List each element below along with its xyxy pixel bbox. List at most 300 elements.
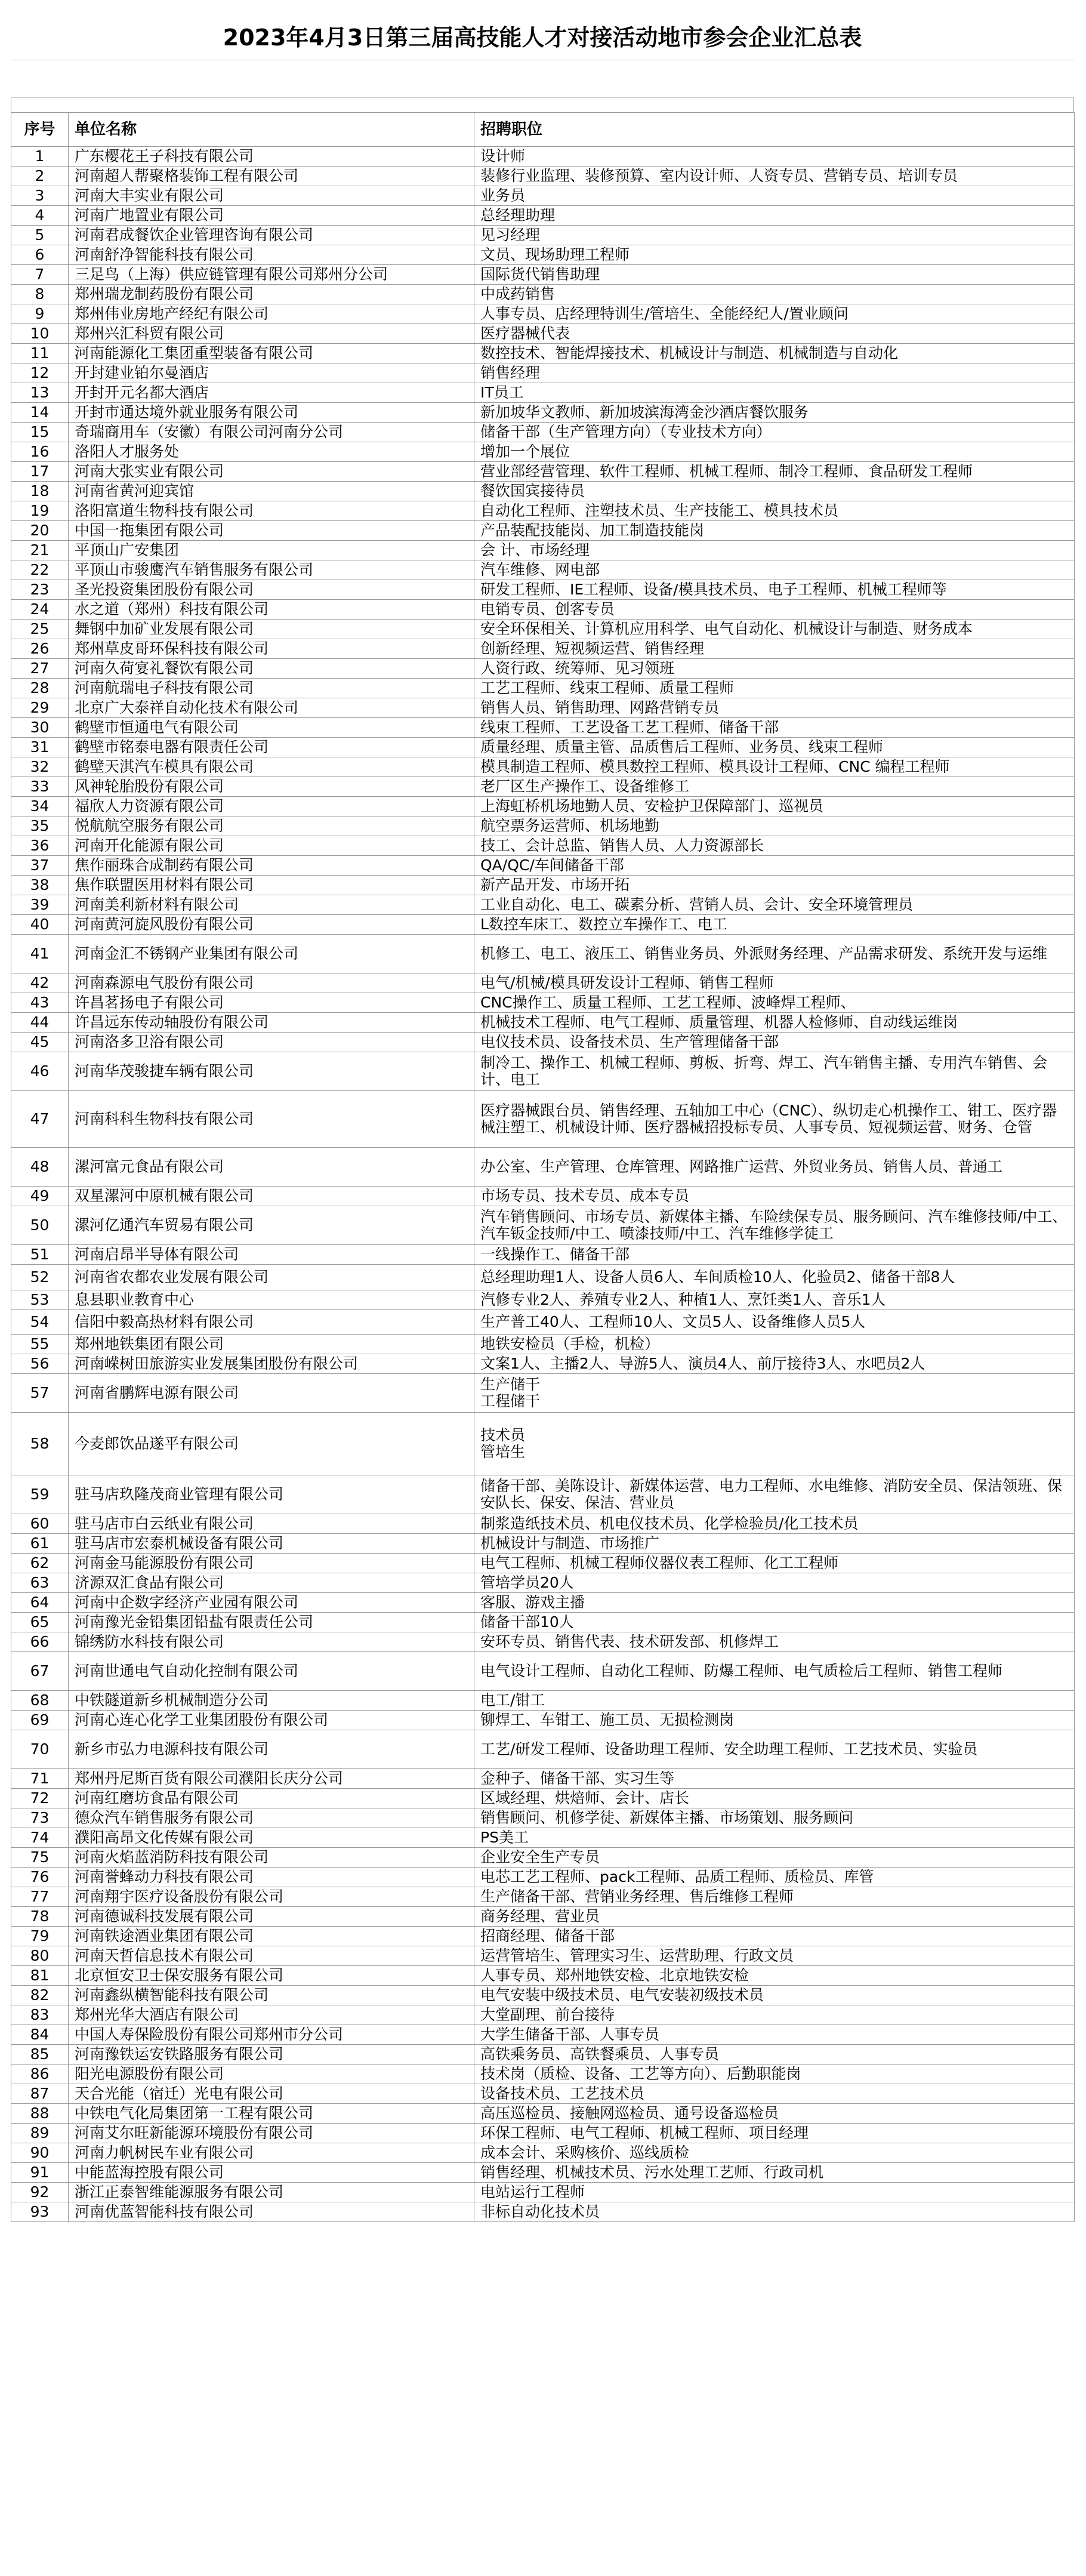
company-name: 河南华茂骏捷车辆有限公司 xyxy=(69,1052,474,1091)
job-positions: 质量经理、质量主管、品质售后工程师、业务员、线束工程师 xyxy=(474,738,1075,757)
company-name: 河南红磨坊食品有限公司 xyxy=(69,1789,474,1808)
job-positions: 电气设计工程师、自动化工程师、防爆工程师、电气质检后工程师、销售工程师 xyxy=(474,1652,1075,1691)
company-name: 河南省黄河迎宾馆 xyxy=(69,482,474,501)
table-row xyxy=(11,1593,1075,1613)
row-number: 22 xyxy=(11,560,69,580)
table-row xyxy=(11,363,1075,383)
table-row xyxy=(11,462,1075,482)
header-no: 序号 xyxy=(11,113,69,147)
job-positions: CNC操作工、质量工程师、工艺工程师、波峰焊工程师、 xyxy=(474,993,1075,1013)
row-number: 2 xyxy=(11,167,69,186)
row-number: 28 xyxy=(11,679,69,698)
row-number: 93 xyxy=(11,2202,69,2222)
table-row xyxy=(11,1946,1075,1966)
header-row xyxy=(11,113,1075,147)
company-name: 鹤壁市恒通电气有限公司 xyxy=(69,718,474,738)
table-row xyxy=(11,718,1075,738)
row-number: 50 xyxy=(11,1206,69,1245)
job-positions: 设备技术员、工艺技术员 xyxy=(474,2084,1075,2104)
row-number: 17 xyxy=(11,462,69,482)
row-number: 55 xyxy=(11,1335,69,1354)
job-positions: QA/QC/车间储备干部 xyxy=(474,856,1075,876)
job-positions: 自动化工程师、注塑技术员、生产技能工、模具技术员 xyxy=(474,501,1075,521)
table-row xyxy=(11,2104,1075,2124)
job-positions: 安环专员、销售代表、技术研发部、机修焊工 xyxy=(474,1632,1075,1652)
job-positions: 技术岗（质检、设备、工艺等方向）、后勤职能岗 xyxy=(474,2065,1075,2084)
job-positions: 地铁安检员（手检，机检） xyxy=(474,1335,1075,1354)
job-positions: 中成药销售 xyxy=(474,285,1075,304)
company-name: 河南世通电气自动化控制有限公司 xyxy=(69,1652,474,1691)
blank-row xyxy=(11,60,1074,98)
company-name: 锦绣防水科技有限公司 xyxy=(69,1632,474,1652)
job-positions: 生产储干 工程储干 xyxy=(474,1374,1075,1413)
job-positions: 会 计、市场经理 xyxy=(474,541,1075,560)
table-row xyxy=(11,1033,1075,1052)
company-name: 河南超人帮聚格装饰工程有限公司 xyxy=(69,167,474,186)
table-row xyxy=(11,1632,1075,1652)
row-number: 61 xyxy=(11,1534,69,1554)
row-number: 56 xyxy=(11,1354,69,1374)
table-row xyxy=(11,973,1075,993)
row-number: 76 xyxy=(11,1868,69,1887)
row-number: 40 xyxy=(11,915,69,935)
table-row xyxy=(11,1828,1075,1848)
job-positions: 机修工、电工、液压工、销售业务员、外派财务经理、产品需求研发、系统开发与运维 xyxy=(474,935,1075,973)
row-number: 72 xyxy=(11,1789,69,1808)
job-positions: 新加坡华文教师、新加坡滨海湾金沙酒店餐饮服务 xyxy=(474,403,1075,423)
company-name: 河南中企数字经济产业园有限公司 xyxy=(69,1593,474,1613)
row-number: 53 xyxy=(11,1290,69,1310)
job-positions: 汽车销售顾问、市场专员、新媒体主播、车险续保专员、服务顾问、汽车维修技师/中工、汽车钣金技师/中工、喷漆技师/中工、汽车维修学徒工 xyxy=(474,1206,1075,1245)
table-row xyxy=(11,993,1075,1013)
job-positions: 创新经理、短视频运营、销售经理 xyxy=(474,639,1075,659)
table-row xyxy=(11,1091,1075,1148)
company-name: 郑州光华大酒店有限公司 xyxy=(69,2005,474,2025)
company-name: 河南美利新材料有限公司 xyxy=(69,895,474,915)
table-row xyxy=(11,1573,1075,1593)
table-row xyxy=(11,856,1075,876)
row-number: 69 xyxy=(11,1711,69,1730)
row-number: 81 xyxy=(11,1966,69,1986)
company-name: 河南科科生物科技有限公司 xyxy=(69,1091,474,1148)
company-name: 河南金汇不锈钢产业集团有限公司 xyxy=(69,935,474,973)
job-positions: 人事专员、郑州地铁安检、北京地铁安检 xyxy=(474,1966,1075,1986)
company-name: 河南能源化工集团重型装备有限公司 xyxy=(69,344,474,363)
company-name: 河南艾尔旺新能源环境股份有限公司 xyxy=(69,2124,474,2143)
table-row xyxy=(11,206,1075,226)
table-row xyxy=(11,560,1075,580)
company-name: 浙江正泰智维能源服务有限公司 xyxy=(69,2183,474,2202)
job-positions: 大堂副理、前台接待 xyxy=(474,2005,1075,2025)
job-positions: 汽修专业2人、养殖专业2人、种植1人、烹饪类1人、音乐1人 xyxy=(474,1290,1075,1310)
company-name: 郑州地铁集团有限公司 xyxy=(69,1335,474,1354)
company-name: 驻马店玖隆茂商业管理有限公司 xyxy=(69,1475,474,1514)
company-name: 河南久荷宴礼餐饮有限公司 xyxy=(69,659,474,679)
table-row xyxy=(11,679,1075,698)
job-positions: 客服、游戏主播 xyxy=(474,1593,1075,1613)
job-positions: 人事专员、店经理特训生/管培生、全能经纪人/置业顾问 xyxy=(474,304,1075,324)
table-row xyxy=(11,383,1075,403)
row-number: 13 xyxy=(11,383,69,403)
job-positions: 见习经理 xyxy=(474,226,1075,245)
table-row xyxy=(11,895,1075,915)
table-row xyxy=(11,738,1075,757)
row-number: 10 xyxy=(11,324,69,344)
company-name: 河南金马能源股份有限公司 xyxy=(69,1554,474,1573)
row-number: 3 xyxy=(11,186,69,206)
company-name: 河南航瑞电子科技有限公司 xyxy=(69,679,474,698)
row-number: 60 xyxy=(11,1514,69,1534)
job-positions: 增加一个展位 xyxy=(474,442,1075,462)
row-number: 59 xyxy=(11,1475,69,1514)
company-name: 河南铁途酒业集团有限公司 xyxy=(69,1927,474,1946)
company-name: 河南火焰蓝消防科技有限公司 xyxy=(69,1848,474,1868)
table-row xyxy=(11,1711,1075,1730)
company-name: 许昌茗扬电子有限公司 xyxy=(69,993,474,1013)
table-row xyxy=(11,1868,1075,1887)
row-number: 74 xyxy=(11,1828,69,1848)
table-row xyxy=(11,186,1075,206)
row-number: 43 xyxy=(11,993,69,1013)
table-row xyxy=(11,245,1075,265)
job-positions: 技术员 管培生 xyxy=(474,1413,1075,1475)
row-number: 84 xyxy=(11,2025,69,2045)
company-name: 河南优蓝智能科技有限公司 xyxy=(69,2202,474,2222)
job-positions: 非标自动化技术员 xyxy=(474,2202,1075,2222)
company-name: 开封市通达境外就业服务有限公司 xyxy=(69,403,474,423)
job-positions: L数控车床工、数控立车操作工、电工 xyxy=(474,915,1075,935)
company-name: 焦作丽珠合成制药有限公司 xyxy=(69,856,474,876)
row-number: 21 xyxy=(11,541,69,560)
job-positions: 管培学员20人 xyxy=(474,1573,1075,1593)
table-body xyxy=(11,147,1075,2222)
row-number: 18 xyxy=(11,482,69,501)
job-positions: 老厂区生产操作工、设备维修工 xyxy=(474,777,1075,797)
table-row xyxy=(11,147,1075,167)
row-number: 14 xyxy=(11,403,69,423)
row-number: 47 xyxy=(11,1091,69,1148)
company-name: 河南黄河旋风股份有限公司 xyxy=(69,915,474,935)
job-positions: 文员、现场助理工程师 xyxy=(474,245,1075,265)
row-number: 51 xyxy=(11,1245,69,1265)
row-number: 65 xyxy=(11,1613,69,1632)
table-row xyxy=(11,1966,1075,1986)
job-positions: 工艺工程师、线束工程师、质量工程师 xyxy=(474,679,1075,698)
header-name: 单位名称 xyxy=(69,113,474,147)
job-positions: 人资行政、统筹师、见习领班 xyxy=(474,659,1075,679)
table-row xyxy=(11,1335,1075,1354)
table-row xyxy=(11,2124,1075,2143)
table-row xyxy=(11,324,1075,344)
table-row xyxy=(11,639,1075,659)
row-number: 41 xyxy=(11,935,69,973)
table-row xyxy=(11,2163,1075,2183)
job-positions: PS美工 xyxy=(474,1828,1075,1848)
table-row xyxy=(11,167,1075,186)
company-name: 北京恒安卫士保安服务有限公司 xyxy=(69,1966,474,1986)
company-name: 中能蓝海控股有限公司 xyxy=(69,2163,474,2183)
job-positions: 一线操作工、储备干部 xyxy=(474,1245,1075,1265)
table-row xyxy=(11,1652,1075,1691)
row-number: 46 xyxy=(11,1052,69,1091)
table-row xyxy=(11,935,1075,973)
row-number: 30 xyxy=(11,718,69,738)
row-number: 5 xyxy=(11,226,69,245)
job-positions: 总经理助理 xyxy=(474,206,1075,226)
table-row xyxy=(11,423,1075,442)
company-name: 驻马店市白云纸业有限公司 xyxy=(69,1514,474,1534)
job-positions: 产品装配技能岗、加工制造技能岗 xyxy=(474,521,1075,541)
table-row xyxy=(11,1354,1075,1374)
table-row xyxy=(11,482,1075,501)
job-positions: 制浆造纸技术员、机电仪技术员、化学检验员/化工技术员 xyxy=(474,1514,1075,1534)
row-number: 12 xyxy=(11,363,69,383)
company-name: 平顶山市骏鹰汽车销售服务有限公司 xyxy=(69,560,474,580)
job-positions: 机械技术工程师、电气工程师、质量管理、机器人检修师、自动线运维岗 xyxy=(474,1013,1075,1033)
row-number: 57 xyxy=(11,1374,69,1413)
table-row xyxy=(11,1374,1075,1413)
job-positions: 业务员 xyxy=(474,186,1075,206)
row-number: 83 xyxy=(11,2005,69,2025)
company-name: 漯河亿通汽车贸易有限公司 xyxy=(69,1206,474,1245)
company-name: 郑州兴汇科贸有限公司 xyxy=(69,324,474,344)
row-number: 73 xyxy=(11,1808,69,1828)
job-positions: 销售人员、销售助理、网路营销专员 xyxy=(474,698,1075,718)
table-row xyxy=(11,265,1075,285)
company-name: 河南豫铁运安铁路服务有限公司 xyxy=(69,2045,474,2065)
job-positions: 餐饮国宾接待员 xyxy=(474,482,1075,501)
company-name: 河南天哲信息技术有限公司 xyxy=(69,1946,474,1966)
job-positions: 装修行业监理、装修预算、室内设计师、人资专员、营销专员、培训专员 xyxy=(474,167,1075,186)
row-number: 27 xyxy=(11,659,69,679)
job-positions: 制冷工、操作工、机械工程师、剪板、折弯、焊工、汽车销售主播、专用汽车销售、会计、电工 xyxy=(474,1052,1075,1091)
table-row xyxy=(11,2202,1075,2222)
job-positions: 高压巡检员、接触网巡检员、通号设备巡检员 xyxy=(474,2104,1075,2124)
row-number: 87 xyxy=(11,2084,69,2104)
row-number: 78 xyxy=(11,1907,69,1927)
job-positions: 电气安装中级技术员、电气安装初级技术员 xyxy=(474,1986,1075,2005)
company-name: 河南豫光金铅集团铅盐有限责任公司 xyxy=(69,1613,474,1632)
table-row xyxy=(11,1290,1075,1310)
row-number: 52 xyxy=(11,1265,69,1290)
table-row xyxy=(11,816,1075,836)
row-number: 33 xyxy=(11,777,69,797)
company-name: 双星漯河中原机械有限公司 xyxy=(69,1187,474,1206)
row-number: 7 xyxy=(11,265,69,285)
job-positions: 机械设计与制造、市场推广 xyxy=(474,1534,1075,1554)
job-positions: 模具制造工程师、模具数控工程师、模具设计工程师、CNC 编程工程师 xyxy=(474,757,1075,777)
company-name: 漯河富元食品有限公司 xyxy=(69,1148,474,1187)
company-name: 风神轮胎股份有限公司 xyxy=(69,777,474,797)
company-name: 福欣人力资源有限公司 xyxy=(69,797,474,816)
table-row xyxy=(11,1265,1075,1290)
job-positions: 总经理助理1人、设备人员6人、车间质检10人、化验员2、储备干部8人 xyxy=(474,1265,1075,1290)
row-number: 71 xyxy=(11,1769,69,1789)
table-row xyxy=(11,1206,1075,1245)
company-name: 河南森源电气股份有限公司 xyxy=(69,973,474,993)
table-row xyxy=(11,1789,1075,1808)
table-row xyxy=(11,1413,1075,1475)
table-row xyxy=(11,1534,1075,1554)
job-positions: 生产普工40人、工程师10人、文员5人、设备维修人员5人 xyxy=(474,1310,1075,1335)
job-positions: 上海虹桥机场地勤人员、安检护卫保障部门、巡视员 xyxy=(474,797,1075,816)
row-number: 89 xyxy=(11,2124,69,2143)
row-number: 85 xyxy=(11,2045,69,2065)
table-row xyxy=(11,1554,1075,1573)
job-positions: 数控技术、智能焊接技术、机械设计与制造、机械制造与自动化 xyxy=(474,344,1075,363)
company-name: 河南鑫纵横智能科技有限公司 xyxy=(69,1986,474,2005)
table-row xyxy=(11,1887,1075,1907)
row-number: 75 xyxy=(11,1848,69,1868)
row-number: 31 xyxy=(11,738,69,757)
row-number: 82 xyxy=(11,1986,69,2005)
job-positions: 设计师 xyxy=(474,147,1075,167)
company-name: 河南翔宇医疗设备股份有限公司 xyxy=(69,1887,474,1907)
row-number: 34 xyxy=(11,797,69,816)
company-name: 濮阳高昂文化传媒有限公司 xyxy=(69,1828,474,1848)
table-row xyxy=(11,1907,1075,1927)
company-name: 洛阳人才服务处 xyxy=(69,442,474,462)
company-name: 焦作联盟医用材料有限公司 xyxy=(69,876,474,895)
row-number: 1 xyxy=(11,147,69,167)
company-name: 中铁隧道新乡机械制造分公司 xyxy=(69,1691,474,1711)
job-positions: 航空票务运营师、机场地勤 xyxy=(474,816,1075,836)
table-row xyxy=(11,698,1075,718)
table-row xyxy=(11,2005,1075,2025)
job-positions: 企业安全生产专员 xyxy=(474,1848,1075,1868)
job-positions: 商务经理、营业员 xyxy=(474,1907,1075,1927)
job-positions: 电芯工艺工程师、pack工程师、品质工程师、质检员、库管 xyxy=(474,1868,1075,1887)
table-row xyxy=(11,344,1075,363)
row-number: 23 xyxy=(11,580,69,600)
job-positions: 研发工程师、IE工程师、设备/模具技术员、电子工程师、机械工程师等 xyxy=(474,580,1075,600)
row-number: 79 xyxy=(11,1927,69,1946)
company-name: 开封建业铂尔曼酒店 xyxy=(69,363,474,383)
job-positions: 区域经理、烘焙师、会计、店长 xyxy=(474,1789,1075,1808)
spacer-row xyxy=(11,98,1074,112)
job-positions: 技工、会计总监、销售人员、人力资源部长 xyxy=(474,836,1075,856)
table-row xyxy=(11,1052,1075,1091)
row-number: 15 xyxy=(11,423,69,442)
job-positions: 高铁乘务员、高铁餐乘员、人事专员 xyxy=(474,2045,1075,2065)
company-name: 阳光电源股份有限公司 xyxy=(69,2065,474,2084)
company-name: 息县职业教育中心 xyxy=(69,1290,474,1310)
row-number: 66 xyxy=(11,1632,69,1652)
table-row xyxy=(11,2183,1075,2202)
company-name: 河南力帆树民车业有限公司 xyxy=(69,2143,474,2163)
row-number: 38 xyxy=(11,876,69,895)
job-positions: 电气工程师、机械工程师仪器仪表工程师、化工工程师 xyxy=(474,1554,1075,1573)
job-positions: 工艺/研发工程师、设备助理工程师、安全助理工程师、工艺技术员、实验员 xyxy=(474,1730,1075,1769)
table-row xyxy=(11,541,1075,560)
company-name: 悦航航空服务有限公司 xyxy=(69,816,474,836)
company-name: 河南德诚科技发展有限公司 xyxy=(69,1907,474,1927)
table-row xyxy=(11,1013,1075,1033)
table-row xyxy=(11,521,1075,541)
table-row xyxy=(11,442,1075,462)
job-positions: 营业部经营管理、软件工程师、机械工程师、制冷工程师、食品研发工程师 xyxy=(474,462,1075,482)
row-number: 70 xyxy=(11,1730,69,1769)
row-number: 48 xyxy=(11,1148,69,1187)
job-positions: 医疗器械跟台员、销售经理、五轴加工中心（CNC）、纵切走心机操作工、钳工、医疗器械注塑工、机械设计师、医疗器械招投标专员、人事专员、短视频运营、财务、仓管 xyxy=(474,1091,1075,1148)
table-row xyxy=(11,1691,1075,1711)
row-number: 86 xyxy=(11,2065,69,2084)
table-row xyxy=(11,226,1075,245)
company-name: 天合光能（宿迁）光电有限公司 xyxy=(69,2084,474,2104)
table-row xyxy=(11,876,1075,895)
row-number: 44 xyxy=(11,1013,69,1033)
row-number: 37 xyxy=(11,856,69,876)
row-number: 77 xyxy=(11,1887,69,1907)
row-number: 64 xyxy=(11,1593,69,1613)
table-row xyxy=(11,1245,1075,1265)
company-name: 德众汽车销售服务有限公司 xyxy=(69,1808,474,1828)
row-number: 35 xyxy=(11,816,69,836)
company-name: 中国一拖集团有限公司 xyxy=(69,521,474,541)
job-positions: 销售经理、机械技术员、污水处理工艺师、行政司机 xyxy=(474,2163,1075,2183)
job-positions: 电气/机械/模具研发设计工程师、销售工程师 xyxy=(474,973,1075,993)
table-row xyxy=(11,403,1075,423)
company-name: 水之道（郑州）科技有限公司 xyxy=(69,600,474,620)
job-positions: 金种子、储备干部、实习生等 xyxy=(474,1769,1075,1789)
company-name: 今麦郎饮品遂平有限公司 xyxy=(69,1413,474,1475)
job-positions: 安全环保相关、计算机应用科学、电气自动化、机械设计与制造、财务成本 xyxy=(474,620,1075,639)
job-positions: 电销专员、创客专员 xyxy=(474,600,1075,620)
job-positions: 成本会计、采购核价、巡线质检 xyxy=(474,2143,1075,2163)
row-number: 4 xyxy=(11,206,69,226)
row-number: 20 xyxy=(11,521,69,541)
company-name: 鹤壁天淇汽车模具有限公司 xyxy=(69,757,474,777)
table-row xyxy=(11,1187,1075,1206)
row-number: 8 xyxy=(11,285,69,304)
row-number: 91 xyxy=(11,2163,69,2183)
job-positions: 储备干部、美陈设计、新媒体运营、电力工程师、水电维修、消防安全员、保洁领班、保安队长、保安、保洁、营业员 xyxy=(474,1475,1075,1514)
table-row xyxy=(11,1986,1075,2005)
table-row xyxy=(11,2025,1075,2045)
table-row xyxy=(11,1927,1075,1946)
table-row xyxy=(11,757,1075,777)
company-table xyxy=(11,112,1075,2222)
row-number: 19 xyxy=(11,501,69,521)
row-number: 24 xyxy=(11,600,69,620)
table-row xyxy=(11,2045,1075,2065)
table-row xyxy=(11,1310,1075,1335)
table-row xyxy=(11,1730,1075,1769)
row-number: 25 xyxy=(11,620,69,639)
table-row xyxy=(11,777,1075,797)
company-name: 济源双汇食品有限公司 xyxy=(69,1573,474,1593)
job-positions: 办公室、生产管理、仓库管理、网路推广运营、外贸业务员、销售人员、普通工 xyxy=(474,1148,1075,1187)
company-name: 河南嵘树田旅游实业发展集团股份有限公司 xyxy=(69,1354,474,1374)
row-number: 42 xyxy=(11,973,69,993)
row-number: 36 xyxy=(11,836,69,856)
table-row xyxy=(11,285,1075,304)
job-positions: 生产储备干部、营销业务经理、售后维修工程师 xyxy=(474,1887,1075,1907)
company-name: 北京广大泰祥自动化技术有限公司 xyxy=(69,698,474,718)
job-positions: 铆焊工、车钳工、施工员、无损检测岗 xyxy=(474,1711,1075,1730)
row-number: 58 xyxy=(11,1413,69,1475)
job-positions: 储备干部10人 xyxy=(474,1613,1075,1632)
company-name: 河南大丰实业有限公司 xyxy=(69,186,474,206)
company-name: 洛阳富道生物科技有限公司 xyxy=(69,501,474,521)
job-positions: 运营管培生、管理实习生、运营助理、行政文员 xyxy=(474,1946,1075,1966)
table-row xyxy=(11,659,1075,679)
page-title: 2023年4月3日第三届高技能人才对接活动地市参会企业汇总表 xyxy=(223,24,862,51)
company-name: 舞钢中加矿业发展有限公司 xyxy=(69,620,474,639)
job-positions: 储备干部（生产管理方向）（专业技术方向） xyxy=(474,423,1075,442)
job-positions: 环保工程师、电气工程师、机械工程师、项目经理 xyxy=(474,2124,1075,2143)
job-positions: 电工/钳工 xyxy=(474,1691,1075,1711)
